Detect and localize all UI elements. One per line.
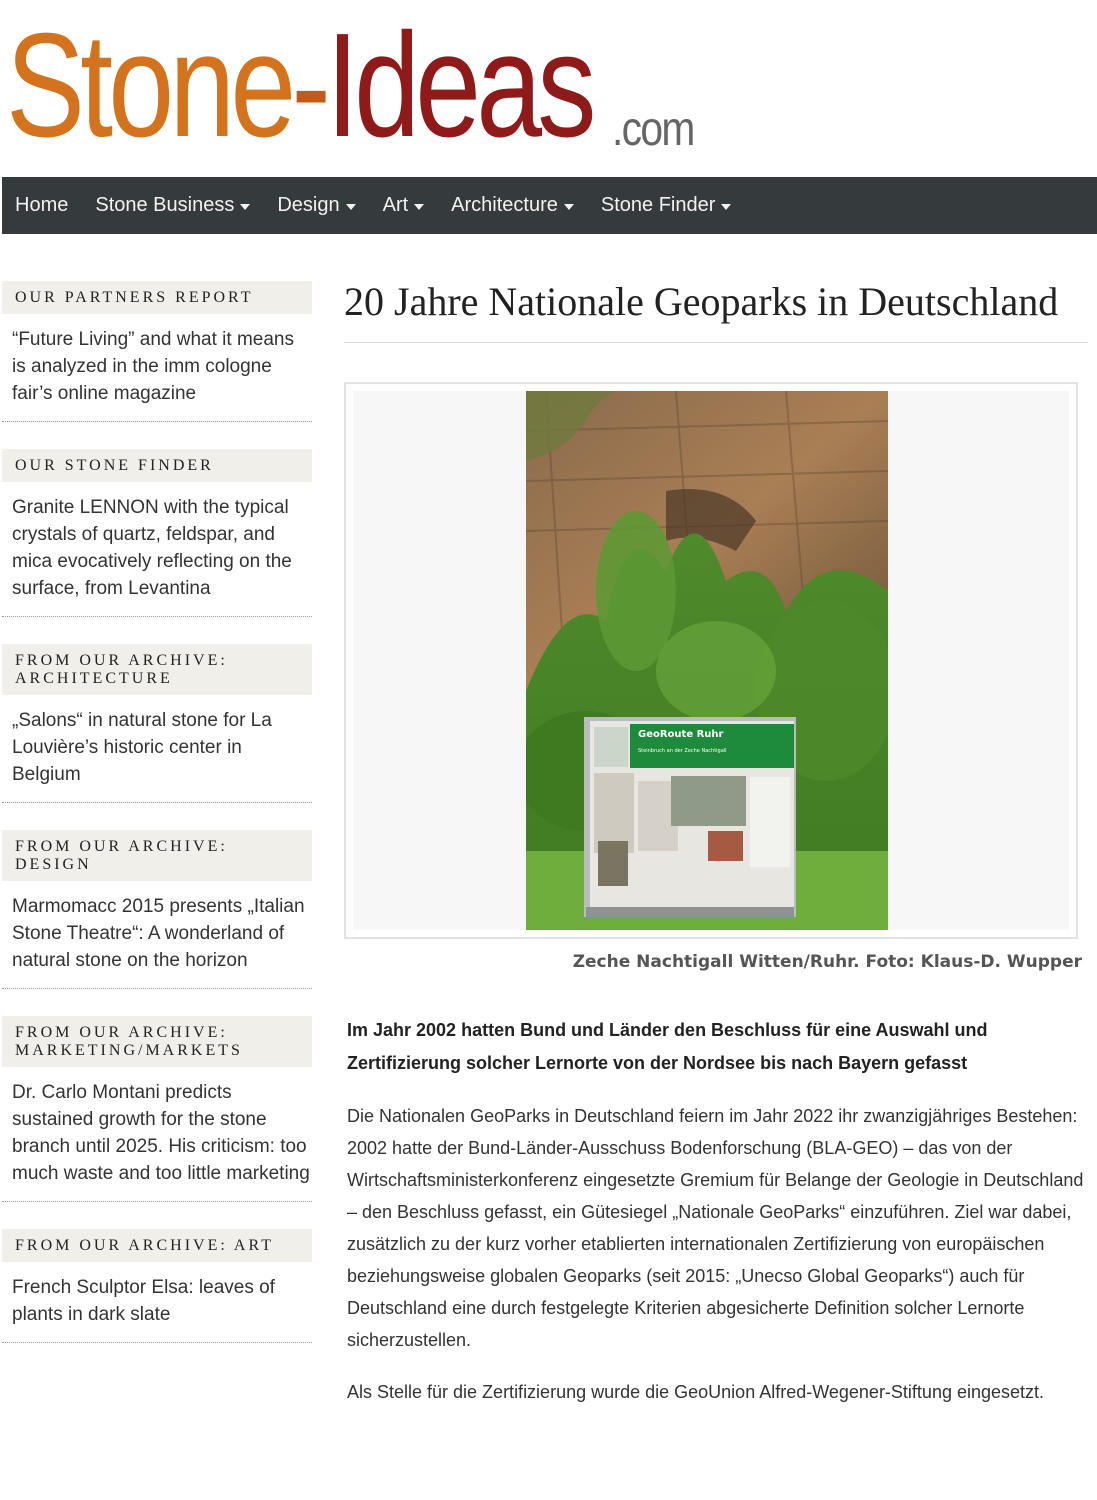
sidebar-heading: FROM OUR ARCHIVE: ARCHITECTURE: [2, 644, 312, 695]
sidebar-link[interactable]: „Salons“ in natural stone for La Louvière’s historic center in Belgium: [12, 710, 272, 785]
sidebar-link[interactable]: Marmomacc 2015 presents „Italian Stone Theatre“: A wonderland of natural stone on the horizon: [12, 896, 305, 971]
article-figure: [344, 382, 1078, 939]
sidebar-link[interactable]: Dr. Carlo Montani predicts sustained growth for the stone branch until 2025. His criticism: too much waste and too little marketing: [12, 1082, 310, 1184]
nav-stone-finder-label: Stone Finder: [600, 194, 716, 216]
nav-stone-business[interactable]: [95, 194, 250, 217]
sign-subtitle-text: Steinbruch an der Zeche Nachtigall: [638, 748, 727, 754]
sidebar-heading: OUR STONE FINDER: [2, 449, 312, 482]
nav-architecture[interactable]: [451, 194, 574, 217]
caret-down-icon: [346, 204, 356, 210]
main-nav: [2, 177, 1097, 234]
caret-down-icon: [240, 204, 250, 210]
sidebar-block-partners: [2, 281, 312, 422]
sidebar-block-archive-marketing: [2, 1016, 312, 1202]
caret-down-icon: [414, 204, 424, 210]
nav-architecture-label: Architecture: [451, 194, 558, 216]
site-logo[interactable]: [6, 3, 706, 170]
sidebar-block-archive-design: [2, 830, 312, 989]
logo-stone-text: Stone: [6, 3, 292, 168]
sidebar-block-stone-finder: [2, 449, 312, 617]
nav-art-label: Art: [382, 194, 409, 216]
sidebar: [2, 281, 312, 1370]
nav-design[interactable]: [277, 194, 355, 217]
logo-dash: -: [291, 3, 327, 168]
figure-frame: [353, 391, 1069, 930]
sidebar-block-archive-art: [2, 1229, 312, 1343]
logo-wordmark: [6, 3, 592, 168]
sidebar-block-archive-architecture: [2, 644, 312, 803]
caret-down-icon: [721, 204, 731, 210]
article-lead: Im Jahr 2002 hatten Bund und Länder den Beschluss für eine Auswahl und Zertifizierung solcher Lernorte von der Nordsee bis nach Bayern gefasst: [347, 1020, 988, 1073]
article-paragraph: Als Stelle für die Zertifizierung wurde die GeoUnion Alfred-Wegener-Stiftung eingesetzt.: [347, 1382, 1045, 1402]
logo-com-text: .com: [612, 103, 694, 156]
sidebar-heading: FROM OUR ARCHIVE: DESIGN: [2, 830, 312, 881]
caret-down-icon: [564, 204, 574, 210]
nav-art[interactable]: [383, 194, 425, 217]
sidebar-heading: FROM OUR ARCHIVE: MARKETING/MARKETS: [2, 1016, 312, 1067]
article-title: 20 Jahre Nationale Geoparks in Deutschland: [344, 277, 1088, 343]
logo-ideas-text: Ideas: [326, 3, 592, 168]
nav-home-label: Home: [15, 194, 69, 216]
nav-stone-finder[interactable]: [601, 194, 732, 217]
article: [344, 277, 1088, 1408]
sidebar-heading: OUR PARTNERS REPORT: [2, 281, 312, 314]
nav-stone-business-label: Stone Business: [95, 194, 235, 216]
sidebar-heading: FROM OUR ARCHIVE: ART: [2, 1229, 312, 1262]
article-photo[interactable]: [526, 391, 888, 930]
article-paragraph: Die Nationalen GeoParks in Deutschland feiern im Jahr 2022 ihr zwanzigjähriges Bestehen: 2002 hatte der Bund-Länder-Ausschuss Bodenforschung (BLA-GEO) – das von der Wirtschaftsministerkonferenz eingesetzte Gremium für Belange der Geologie in Deutschland – den Beschluss gefasst, ein Gütesiegel „Nationale GeoParks“ einzuführen. Ziel war dabei, zusätzlich zu der kurz vorher etablierten internationalen Zertifizierung von europäischen beziehungsweise globalen Geoparks (seit 2015: „Unecso Global Geoparks“) auch für Deutschland eine durch festgelegte Kriterien abgesicherte Definition solcher Lernorte sicherzustellen.: [347, 1106, 1084, 1350]
sidebar-link[interactable]: “Future Living” and what it means is analyzed in the imm cologne fair’s online magazine: [12, 329, 294, 404]
sidebar-link[interactable]: French Sculptor Elsa: leaves of plants in dark slate: [12, 1277, 275, 1325]
figure-caption: Zeche Nachtigall Witten/Ruhr. Foto: Klaus-D. Wupper: [572, 952, 1082, 972]
sidebar-link[interactable]: Granite LENNON with the typical crystals of quartz, feldspar, and mica evocatively reflecting on the surface, from Levantina: [12, 497, 292, 599]
nav-home[interactable]: [15, 194, 68, 217]
nav-design-label: Design: [277, 194, 340, 216]
sign-title-text: GeoRoute Ruhr: [638, 729, 724, 740]
